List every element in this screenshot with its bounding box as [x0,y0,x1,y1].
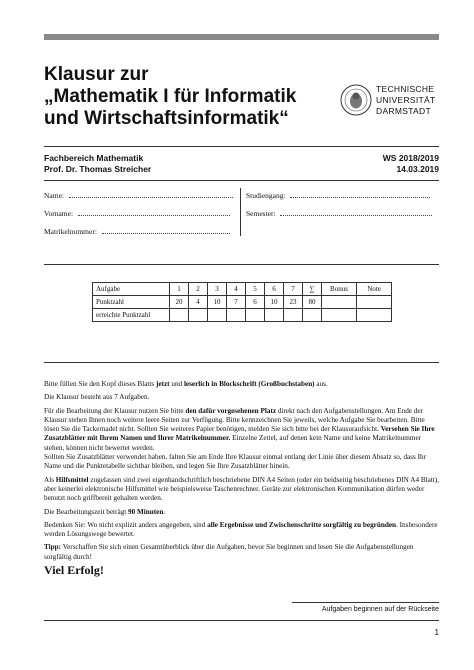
score-cell[interactable] [246,309,265,322]
table-cell [357,296,392,309]
score-cell[interactable] [170,309,189,322]
vorname-label: Vorname: [44,209,74,218]
top-rule [44,34,439,40]
semester-field[interactable] [246,208,432,219]
instruction-paragraph: Die Klausur besteht aus 7 Aufgaben. [44,393,150,402]
table-cell: 6 [246,296,265,309]
name-field[interactable] [44,190,233,201]
page-bottom-rule [44,620,439,621]
matrikel-field[interactable] [44,226,230,237]
table-row [93,309,392,322]
university-logo [340,84,440,120]
table-cell: 5 [246,283,265,296]
professor: Prof. Dr. Thomas Streicher [44,164,152,174]
instruction-paragraph: Als Hilfsmittel zugelassen sind zwei eigenhandschriftlich beschriebene DIN A4 Seiten (oder ein beidseitig beschriebenes DIN A4 Blatt), aber keinerlei elektronische Hilfsmittel wie beispielsweise Taschenrechner. Geräte zur elektronischen Kommunikation dürfen weder benutzt noch griffbereit gehalten werden. [44,475,440,503]
instruction-paragraph: Tipp: Verschaffen Sie sich einen Gesamtüberblick über die Aufgaben, bevor Sie beginnen und lesen Sie die Aufgabenstellungen sorgfältig durch! [44,543,414,561]
logo-line-3: DARMSTADT [376,106,431,116]
name-input-line[interactable] [69,190,233,198]
score-cell[interactable] [284,309,303,322]
table-cell: Aufgabe [93,283,170,296]
semester-input-line[interactable] [280,208,432,216]
table-cell [322,296,357,309]
table-cell: 4 [227,283,246,296]
header-rule-top [44,146,439,147]
tu-darmstadt-seal-icon [340,84,372,116]
instruction-paragraph: Bedenken Sie: Wo nicht explizit anders angegeben, sind alle Ergebnisse und Zwischenschritte sorgfältig zu begründen. Insbesondere werden Lösungswege bewertet. [44,520,438,539]
table-cell: 80 [303,296,322,309]
studiengang-field[interactable] [246,190,430,201]
vorname-field[interactable] [44,208,230,219]
matrikel-input-line[interactable] [102,226,230,234]
footer-rule [292,602,439,603]
instructions [44,380,440,578]
table-row [93,283,392,296]
instruction-paragraph: Bitte füllen Sie den Kopf dieses Blatts jetzt und leserlich in Blockschrift (Großbuchstaben) aus. [44,380,328,388]
header-rule-bottom [44,180,439,181]
table-row [93,296,392,309]
fold-rule [44,264,439,265]
table-cell: 20 [170,296,189,309]
good-luck-text: Viel Erfolg! [44,563,104,578]
form-divider [240,188,241,236]
department: Fachbereich Mathematik [44,153,144,163]
semester-term: WS 2018/2019 [382,153,439,163]
table-cell: 7 [284,283,303,296]
points-table [92,282,392,322]
title-line-3: und Wirtschaftsinformatik“ [44,108,289,129]
vorname-input-line[interactable] [78,208,230,216]
logo-line-1: TECHNISCHE [376,84,435,94]
score-cell[interactable] [189,309,208,322]
semester-label: Semester: [246,209,276,218]
studiengang-input-line[interactable] [290,190,430,198]
title-line-2: „Mathematik I für Informatik [44,86,297,107]
score-cell[interactable] [303,309,322,322]
table-cell: 4 [189,296,208,309]
score-cell[interactable] [357,309,392,322]
exam-title [44,64,344,130]
table-cell: erreichte Punktzahl [93,309,170,322]
score-cell[interactable] [265,309,284,322]
score-cell[interactable] [227,309,246,322]
header-row-1 [44,153,439,164]
title-line-1: Klausur zur [44,64,149,85]
table-cell: 2 [189,283,208,296]
matrikel-label: Matrikelnummer: [44,227,97,236]
table-cell: Note [357,283,392,296]
table-cell: 23 [284,296,303,309]
logo-line-2: UNIVERSITÄT [376,95,436,105]
exam-date: 14.03.2019 [396,164,439,174]
score-cell[interactable] [322,309,357,322]
table-cell: 3 [208,283,227,296]
table-cell: Bonus [322,283,357,296]
name-label: Name: [44,191,64,200]
studiengang-label: Studiengang: [246,191,286,200]
page-number: 1 [434,628,439,637]
header-row-2 [44,164,439,175]
instruction-paragraph: Die Bearbeitungszeit beträgt 90 Minuten. [44,507,166,516]
score-cell[interactable] [208,309,227,322]
instruction-paragraph: Für die Bearbeitung der Klausur nutzen Sie bitte den dafür vorgesehenen Platz direkt nach den Aufgabenstellungen. Am Ende der Klausur stehen Ihnen noch weitere leere Seiten zur Verfügung. Bitte kennzeichnen Sie jeweils, welche Aufgabe Sie bearbeiten. Bitte lösen Sie die Tackernadel nicht. Sollten Sie weiteres Papier benötigen, melden Sie sich bitte bei der Klausuraufsicht. Versehen Sie Ihre Zusatzblätter mit Ihrem Namen und Ihrer Matrikelnummer. Einzelne Zettel, auf denen kein Name und keine Matrikelnummer stehen, können nicht bewertet werden. Sollten Sie Zusatzblätter verwendet haben, falten Sie am Ende Ihre Klausur einmal entlang der Linie über diesem Absatz so, dass Ihr Name und die Punktetabelle sichtbar bleiben, und legen Sie Ihre Zusatzblätter hinein. [44,406,435,471]
table-cell: ∑ [303,283,322,296]
table-cell: 6 [265,283,284,296]
table-cell: 10 [265,296,284,309]
table-cell: 1 [170,283,189,296]
continue-note: Aufgaben beginnen auf der Rückseite [321,606,439,613]
table-cell: 7 [227,296,246,309]
table-cell: 10 [208,296,227,309]
table-bottom-rule [44,362,439,363]
table-cell: Punktzahl [93,296,170,309]
